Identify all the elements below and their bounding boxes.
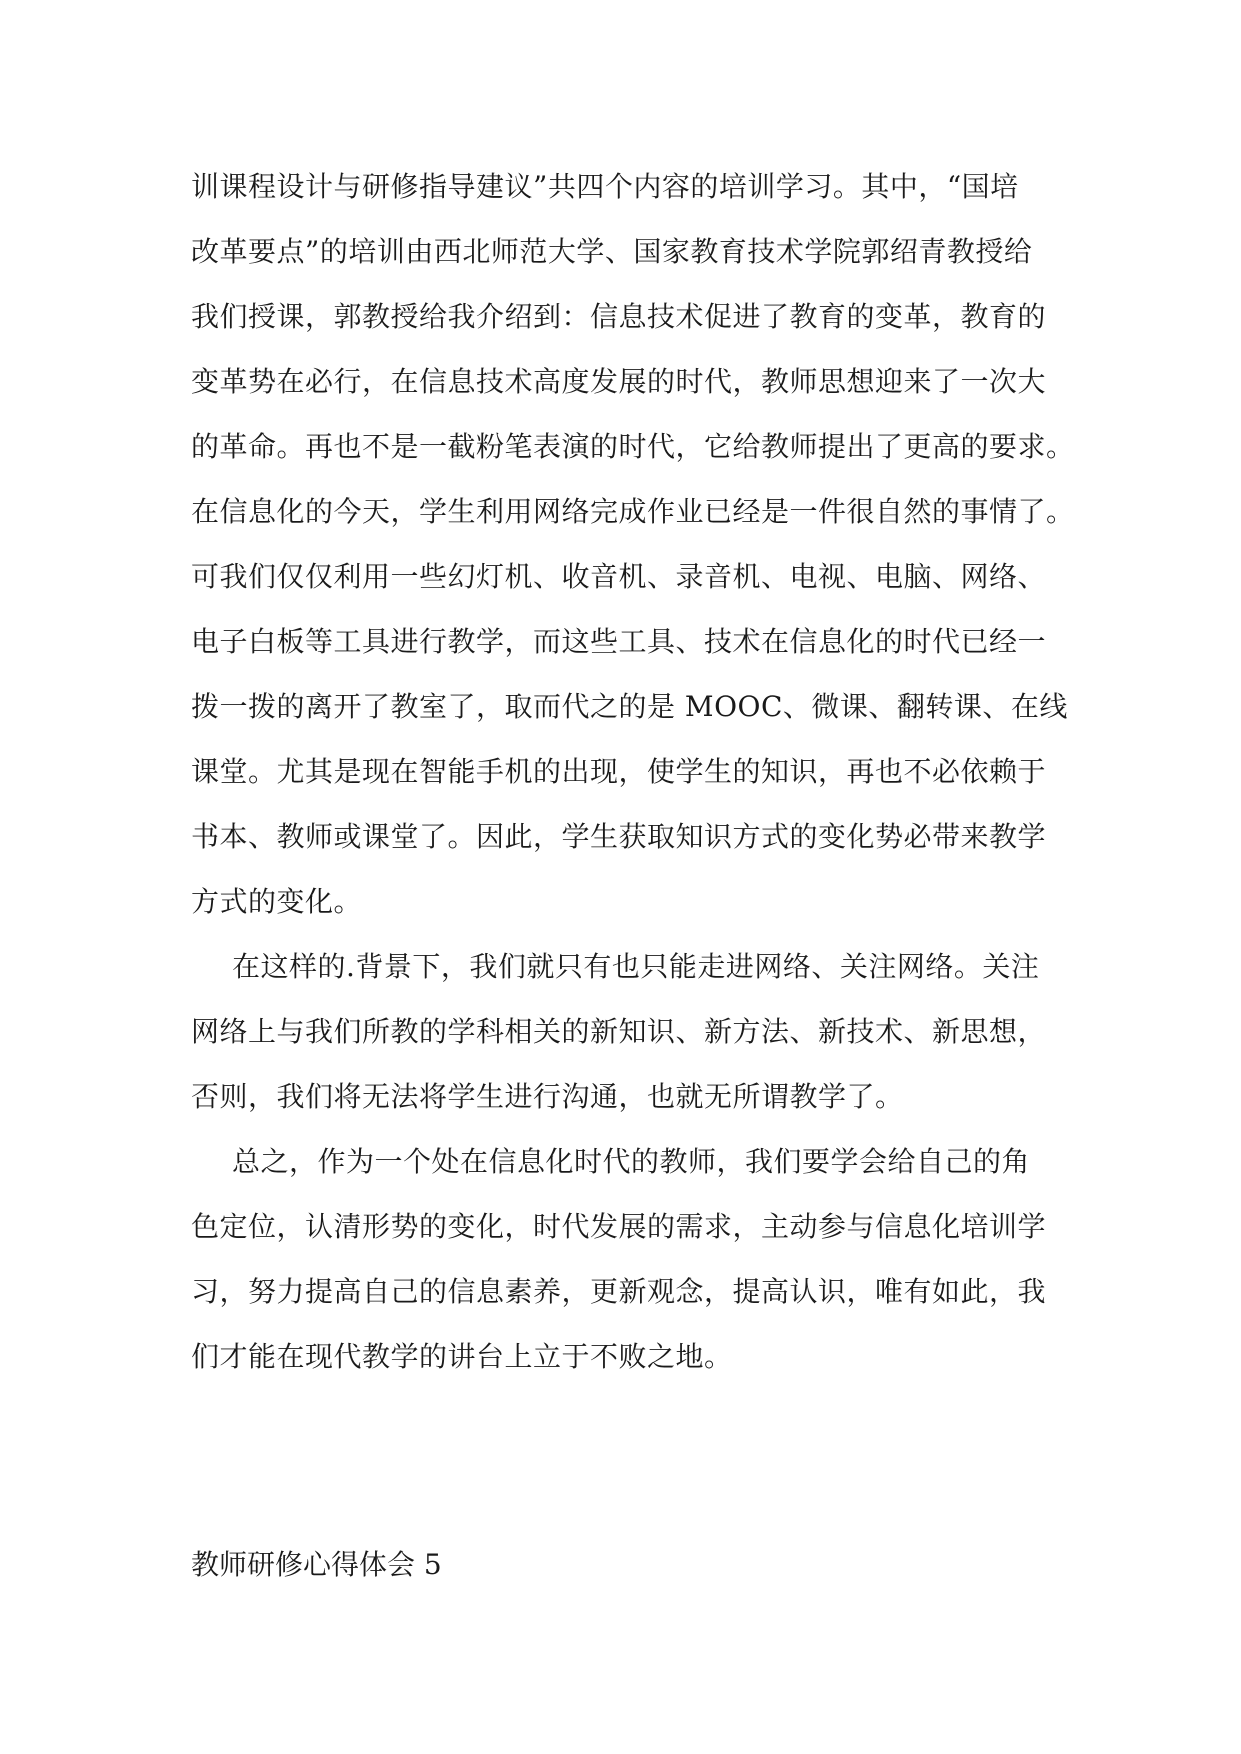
text-line: 的革命。再也不是一截粉笔表演的时代，它给教师提出了更高的要求。 (191, 430, 1075, 463)
paragraph-first-line: 在这样的.背景下，我们就只有也只能走进网络、关注网络。关注 (232, 950, 1040, 983)
text-line: 可我们仅仅利用一些幻灯机、收音机、录音机、电视、电脑、网络、 (191, 560, 1047, 593)
text-line: 习，努力提高自己的信息素养，更新观念，提高认识，唯有如此，我 (191, 1275, 1047, 1308)
text-line: 色定位，认清形势的变化，时代发展的需求，主动参与信息化培训学 (191, 1210, 1047, 1243)
text-line: 们才能在现代教学的讲台上立于不败之地。 (191, 1340, 733, 1373)
text-line: 方式的变化。 (191, 885, 363, 918)
text-line: 网络上与我们所教的学科相关的新知识、新方法、新技术、新思想， (191, 1015, 1047, 1048)
section-heading: 教师研修心得体会 5 (191, 1548, 442, 1581)
text-line: 书本、教师或课堂了。因此，学生获取知识方式的变化势必带来教学 (191, 820, 1047, 853)
text-line: 在信息化的今天，学生利用网络完成作业已经是一件很自然的事情了。 (191, 495, 1075, 528)
text-line: 训课程设计与研修指导建议”共四个内容的培训学习。其中，“国培 (191, 170, 1019, 203)
text-line: 课堂。尤其是现在智能手机的出现，使学生的知识，再也不必依赖于 (191, 755, 1047, 788)
text-line: 否则，我们将无法将学生进行沟通，也就无所谓教学了。 (191, 1080, 904, 1113)
text-line: 电子白板等工具进行教学，而这些工具、技术在信息化的时代已经一 (191, 625, 1047, 658)
paragraph-first-line: 总之，作为一个处在信息化时代的教师，我们要学会给自己的角 (232, 1145, 1031, 1178)
text-line: 拨一拨的离开了教室了，取而代之的是 MOOC、微课、翻转课、在线 (191, 690, 1068, 723)
text-line: 变革势在必行，在信息技术高度发展的时代，教师思想迎来了一次大 (191, 365, 1047, 398)
text-line: 我们授课，郭教授给我介绍到：信息技术促进了教育的变革，教育的 (191, 300, 1047, 333)
text-line: 改革要点”的培训由西北师范大学、国家教育技术学院郭绍青教授给 (191, 235, 1033, 268)
